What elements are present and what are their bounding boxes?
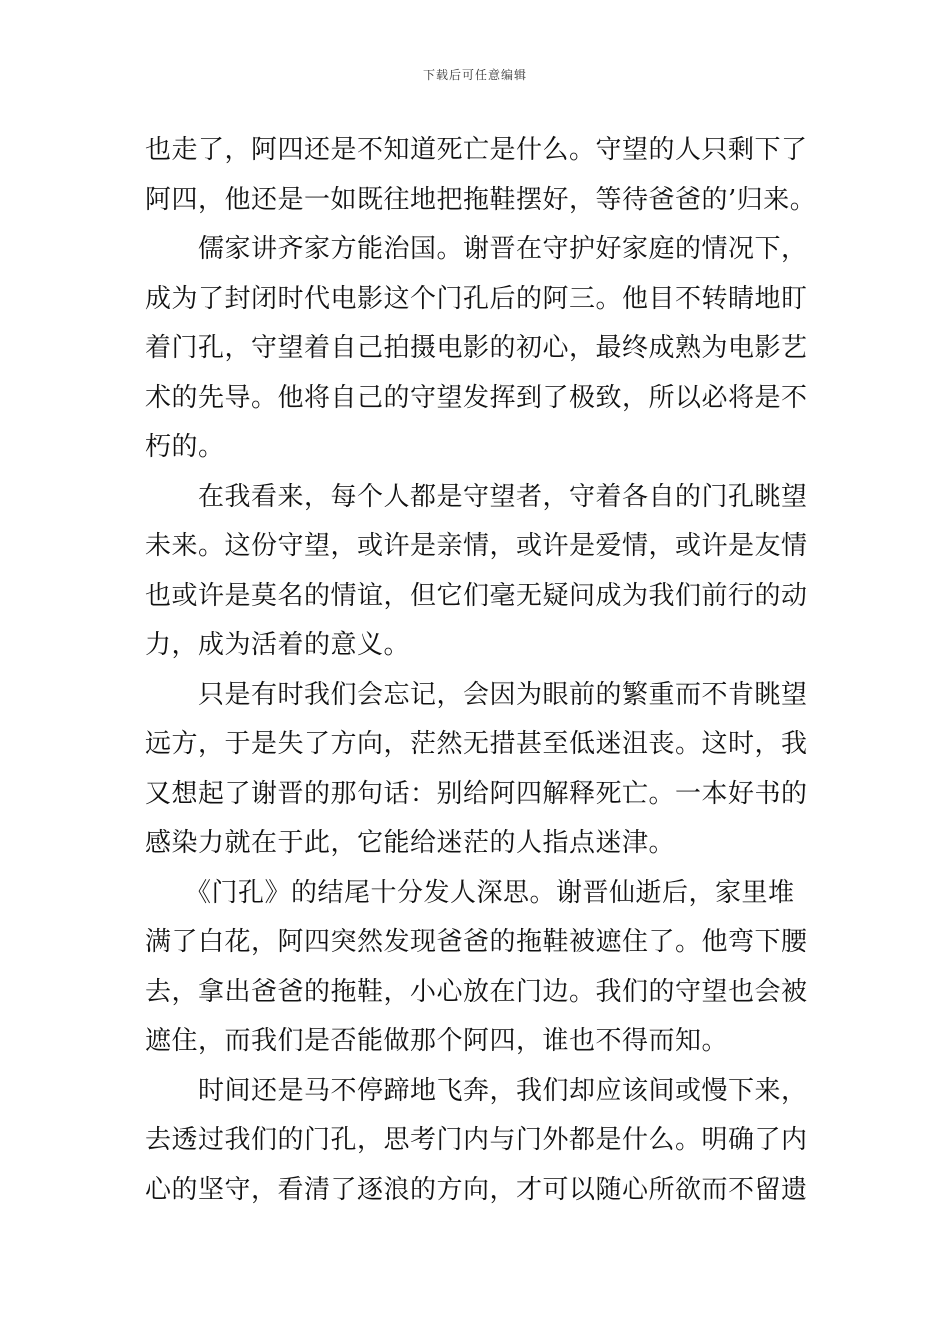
text-line: 也或许是莫名的情谊，但它们毫无疑问成为我们前行的动 bbox=[145, 581, 808, 611]
text-line: 去，拿出爸爸的拖鞋，小心放在门边。我们的守望也会被 bbox=[145, 977, 808, 1007]
text-line: 力，成为活着的意义。 bbox=[145, 630, 411, 660]
text-line: 着门孔，守望着自己拍摄电影的初心，最终成熟为电影艺 bbox=[145, 333, 808, 363]
text-line: 心的坚守，看清了逐浪的方向，才可以随心所欲而不留遗 bbox=[145, 1175, 808, 1205]
page-header: 下载后可任意编辑 bbox=[422, 68, 527, 82]
text-line: 阿四，他还是一如既往地把拖鞋摆好，等待爸爸的’归来。 bbox=[145, 185, 817, 215]
text-line: 在我看来，每个人都是守望者，守着各自的门孔眺望 bbox=[145, 482, 808, 512]
text-line: 感染力就在于此，它能给迷茫的人指点迷津。 bbox=[145, 828, 676, 858]
text-line: 遮住，而我们是否能做那个阿四，谁也不得而知。 bbox=[145, 1026, 729, 1056]
text-line: 满了白花，阿四突然发现爸爸的拖鞋被遮住了。他弯下腰 bbox=[145, 927, 808, 957]
text-line: 去透过我们的门孔，思考门内与门外都是什么。明确了内 bbox=[145, 1125, 808, 1155]
text-line: 也走了，阿四还是不知道死亡是什么。守望的人只剩下了 bbox=[145, 135, 808, 165]
text-line: 朽的。 bbox=[145, 432, 225, 462]
text-line: 《门孔》的结尾十分发人深思。谢晋仙逝后，家里堆 bbox=[145, 878, 795, 908]
text-line: 时间还是马不停蹄地飞奔，我们却应该间或慢下来， bbox=[145, 1076, 808, 1106]
text-line: 远方，于是失了方向，茫然无措甚至低迷沮丧。这时，我 bbox=[145, 729, 808, 759]
text-line: 术的先导。他将自己的守望发挥到了极致，所以必将是不 bbox=[145, 383, 808, 413]
text-line: 儒家讲齐家方能治国。谢晋在守护好家庭的情况下， bbox=[145, 234, 808, 264]
text-line: 成为了封闭时代电影这个门孔后的阿三。他目不转睛地盯 bbox=[145, 284, 808, 314]
text-line: 只是有时我们会忘记，会因为眼前的繁重而不肯眺望 bbox=[145, 680, 808, 710]
text-line: 又想起了谢晋的那句话：别给阿四解释死亡。一本好书的 bbox=[145, 779, 808, 809]
text-line: 未来。这份守望，或许是亲情，或许是爱情，或许是友情 bbox=[145, 531, 808, 561]
